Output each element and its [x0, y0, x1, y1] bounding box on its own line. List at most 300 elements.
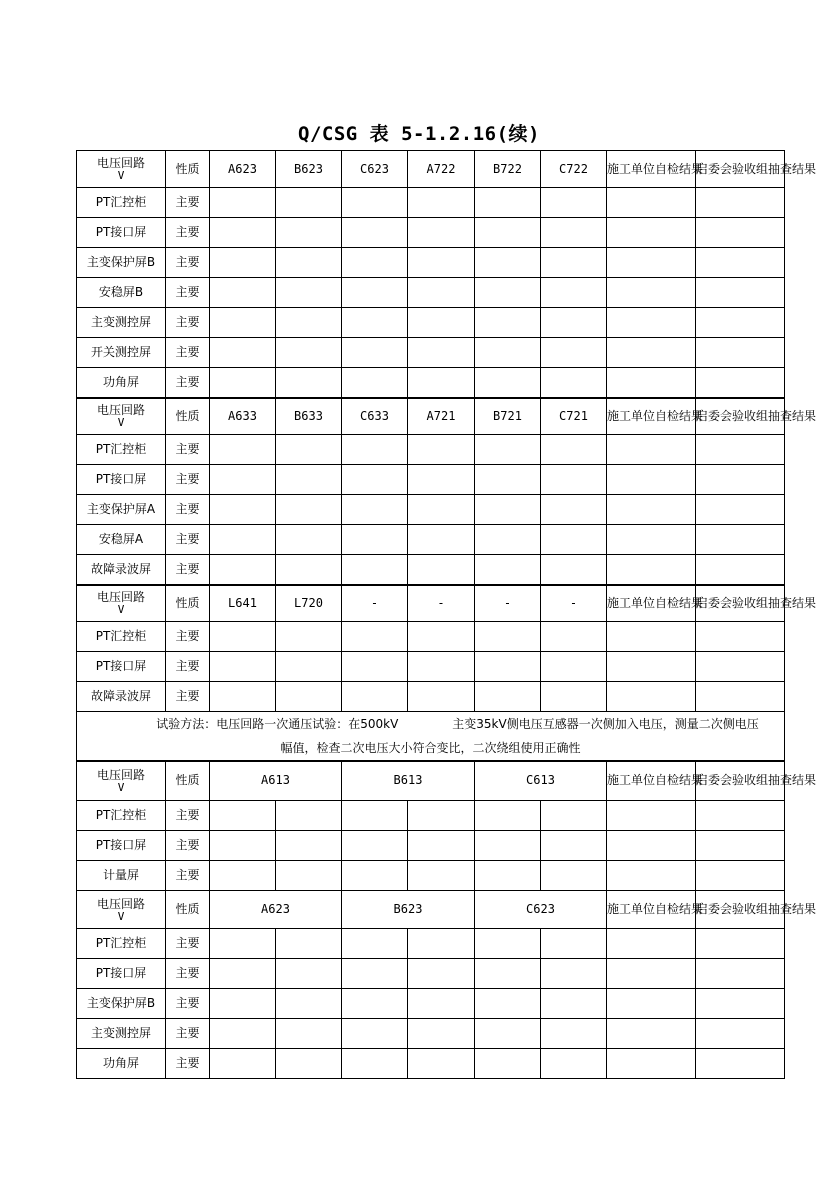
- row-name: 主变保护屏B: [77, 989, 166, 1019]
- table-body: [77, 151, 817, 1079]
- row-name: PT汇控柜: [77, 929, 166, 959]
- result-cell[interactable]: [607, 652, 696, 682]
- committee-check-header: 启委会验收组抽查结果: [696, 761, 785, 801]
- row-name: 故障录波屏: [77, 682, 166, 712]
- row-name: 功角屏: [77, 1049, 166, 1079]
- committee-check-header: 启委会验收组抽查结果: [696, 398, 785, 435]
- self-check-header: 施工单位自检结果: [607, 398, 696, 435]
- result-cell[interactable]: [342, 308, 408, 338]
- result-cell[interactable]: [696, 188, 785, 218]
- result-cell[interactable]: [408, 308, 475, 338]
- result-cell[interactable]: [210, 1049, 276, 1079]
- result-cell[interactable]: [607, 1019, 696, 1049]
- table-row: [77, 368, 785, 398]
- result-cell[interactable]: [696, 622, 785, 652]
- row-nature: 主要: [166, 652, 210, 682]
- circuit-label: 电压回路: [96, 896, 145, 911]
- test-method-note-continued: 幅值，检查二次电压大小符合变比，二次绕组使用正确性: [77, 738, 785, 761]
- result-cell[interactable]: [541, 989, 607, 1019]
- result-cell[interactable]: [475, 278, 541, 308]
- result-cell[interactable]: [342, 368, 408, 398]
- result-cell[interactable]: [607, 338, 696, 368]
- circuit-unit: V: [117, 909, 125, 923]
- row-nature: 主要: [166, 831, 210, 861]
- result-cell[interactable]: [408, 368, 475, 398]
- result-cell[interactable]: [696, 555, 785, 585]
- circuit-unit: V: [117, 169, 125, 182]
- row-name: PT接口屏: [77, 465, 166, 495]
- row-nature: 主要: [166, 435, 210, 465]
- table-row: [77, 435, 785, 465]
- result-cell[interactable]: [607, 989, 696, 1019]
- code-header: B721: [475, 398, 541, 435]
- result-cell[interactable]: [342, 801, 408, 831]
- result-cell[interactable]: [276, 929, 342, 959]
- result-cell[interactable]: [541, 308, 607, 338]
- row-name: PT汇控柜: [77, 801, 166, 831]
- result-cell[interactable]: [475, 525, 541, 555]
- circuit-unit: V: [117, 780, 125, 794]
- result-cell[interactable]: [276, 368, 342, 398]
- committee-check-header: 启委会验收组抽查结果: [696, 585, 785, 622]
- code-header: B623: [342, 891, 475, 929]
- result-cell[interactable]: [276, 652, 342, 682]
- result-cell[interactable]: [276, 495, 342, 525]
- result-cell[interactable]: [210, 308, 276, 338]
- result-cell[interactable]: [408, 929, 475, 959]
- result-cell[interactable]: [475, 338, 541, 368]
- result-cell[interactable]: [475, 1049, 541, 1079]
- table-row: [77, 1049, 785, 1079]
- table-row: [77, 622, 785, 652]
- self-check-header: 施工单位自检结果: [607, 585, 696, 622]
- circuit-label: 电压回路: [96, 590, 145, 605]
- result-cell[interactable]: [607, 801, 696, 831]
- result-cell[interactable]: [342, 682, 408, 712]
- result-cell[interactable]: [475, 555, 541, 585]
- result-cell[interactable]: [342, 1049, 408, 1079]
- code-header: C623: [342, 151, 408, 188]
- row-nature: 主要: [166, 1049, 210, 1079]
- result-cell[interactable]: [408, 1019, 475, 1049]
- result-cell[interactable]: [210, 188, 276, 218]
- result-cell[interactable]: [607, 368, 696, 398]
- table-row: [77, 218, 785, 248]
- result-cell[interactable]: [276, 831, 342, 861]
- result-cell[interactable]: [541, 1019, 607, 1049]
- row-nature: 主要: [166, 248, 210, 278]
- result-cell[interactable]: [210, 525, 276, 555]
- result-cell[interactable]: [696, 682, 785, 712]
- result-cell[interactable]: [607, 959, 696, 989]
- result-cell[interactable]: [541, 831, 607, 861]
- table-row: [77, 338, 785, 368]
- row-name: 主变保护屏B: [77, 248, 166, 278]
- code-header: A722: [408, 151, 475, 188]
- result-cell[interactable]: [475, 929, 541, 959]
- row-nature: 主要: [166, 525, 210, 555]
- result-cell[interactable]: [541, 338, 607, 368]
- result-cell[interactable]: [342, 435, 408, 465]
- result-cell[interactable]: [210, 338, 276, 368]
- result-cell[interactable]: [541, 1049, 607, 1079]
- result-cell[interactable]: [276, 1019, 342, 1049]
- code-header: A613: [210, 761, 342, 801]
- result-cell[interactable]: [408, 435, 475, 465]
- code-header: A633: [210, 398, 276, 435]
- result-cell[interactable]: [210, 652, 276, 682]
- table-row: [77, 959, 785, 989]
- result-cell[interactable]: [276, 248, 342, 278]
- table-row: [77, 989, 785, 1019]
- result-cell[interactable]: [607, 831, 696, 861]
- result-cell[interactable]: [210, 435, 276, 465]
- row-name: PT汇控柜: [77, 622, 166, 652]
- result-cell[interactable]: [475, 218, 541, 248]
- committee-check-header: 启委会验收组抽查结果: [696, 891, 785, 929]
- code-header: B633: [276, 398, 342, 435]
- row-nature: 主要: [166, 308, 210, 338]
- circuit-header-cell: [77, 151, 166, 188]
- result-cell[interactable]: [408, 465, 475, 495]
- result-cell[interactable]: [408, 682, 475, 712]
- result-cell[interactable]: [276, 525, 342, 555]
- code-header: C633: [342, 398, 408, 435]
- result-cell[interactable]: [408, 338, 475, 368]
- result-cell[interactable]: [342, 525, 408, 555]
- result-cell[interactable]: [696, 368, 785, 398]
- result-cell[interactable]: [475, 248, 541, 278]
- result-cell[interactable]: [342, 278, 408, 308]
- result-cell[interactable]: [541, 188, 607, 218]
- result-cell[interactable]: [475, 465, 541, 495]
- result-cell[interactable]: [607, 218, 696, 248]
- result-cell[interactable]: [607, 525, 696, 555]
- code-header: L720: [276, 585, 342, 622]
- result-cell[interactable]: [408, 495, 475, 525]
- result-cell[interactable]: [276, 861, 342, 891]
- result-cell[interactable]: [607, 248, 696, 278]
- result-cell[interactable]: [342, 555, 408, 585]
- result-cell[interactable]: [696, 1049, 785, 1079]
- result-cell[interactable]: [342, 929, 408, 959]
- result-cell[interactable]: [541, 801, 607, 831]
- result-cell[interactable]: [342, 218, 408, 248]
- result-cell[interactable]: [607, 622, 696, 652]
- result-cell[interactable]: [541, 861, 607, 891]
- result-cell[interactable]: [276, 682, 342, 712]
- result-cell[interactable]: [276, 435, 342, 465]
- table-row: [77, 188, 785, 218]
- result-cell[interactable]: [607, 465, 696, 495]
- result-cell[interactable]: [541, 368, 607, 398]
- note-line1-left: 试验方法：电压回路一次通压试验：在500kV: [156, 717, 399, 732]
- table-row: [77, 929, 785, 959]
- header-row: [77, 585, 785, 622]
- result-cell[interactable]: [475, 622, 541, 652]
- row-nature: 主要: [166, 278, 210, 308]
- result-cell[interactable]: [475, 801, 541, 831]
- result-cell[interactable]: [541, 682, 607, 712]
- result-cell[interactable]: [276, 218, 342, 248]
- row-nature: 主要: [166, 861, 210, 891]
- result-cell[interactable]: [276, 555, 342, 585]
- result-cell[interactable]: [276, 989, 342, 1019]
- result-cell[interactable]: [276, 278, 342, 308]
- result-cell[interactable]: [696, 338, 785, 368]
- result-cell[interactable]: [408, 959, 475, 989]
- table-row: [77, 278, 785, 308]
- row-nature: 主要: [166, 989, 210, 1019]
- nature-header: 性质: [166, 761, 210, 801]
- code-header: B623: [276, 151, 342, 188]
- result-cell[interactable]: [408, 188, 475, 218]
- result-cell[interactable]: [541, 465, 607, 495]
- result-cell[interactable]: [541, 435, 607, 465]
- circuit-header-cell: [77, 761, 166, 801]
- result-cell[interactable]: [475, 959, 541, 989]
- result-cell[interactable]: [408, 1049, 475, 1079]
- result-cell[interactable]: [696, 278, 785, 308]
- result-cell[interactable]: [408, 218, 475, 248]
- result-cell[interactable]: [408, 652, 475, 682]
- result-cell[interactable]: [541, 959, 607, 989]
- circuit-header-cell: [77, 585, 166, 622]
- row-nature: 主要: [166, 495, 210, 525]
- row-nature: 主要: [166, 622, 210, 652]
- table-row: [77, 861, 785, 891]
- result-cell[interactable]: [276, 338, 342, 368]
- result-cell[interactable]: [607, 435, 696, 465]
- result-cell[interactable]: [210, 801, 276, 831]
- result-cell[interactable]: [408, 248, 475, 278]
- result-cell[interactable]: [696, 248, 785, 278]
- result-cell[interactable]: [276, 188, 342, 218]
- row-nature: 主要: [166, 368, 210, 398]
- committee-check-header: 启委会验收组抽查结果: [696, 151, 785, 188]
- note-line1-right: 主变35kV侧电压互感器一次侧加入电压，测量二次侧电压: [452, 717, 759, 732]
- result-cell[interactable]: [541, 495, 607, 525]
- result-cell[interactable]: [276, 622, 342, 652]
- result-cell[interactable]: [408, 831, 475, 861]
- result-cell[interactable]: [210, 465, 276, 495]
- result-cell[interactable]: [696, 989, 785, 1019]
- row-name: PT汇控柜: [77, 188, 166, 218]
- header-row: [77, 398, 785, 435]
- result-cell[interactable]: [210, 368, 276, 398]
- result-cell[interactable]: [607, 188, 696, 218]
- result-cell[interactable]: [475, 368, 541, 398]
- result-cell[interactable]: [342, 861, 408, 891]
- code-header: A721: [408, 398, 475, 435]
- result-cell[interactable]: [541, 929, 607, 959]
- table-row: [77, 495, 785, 525]
- result-cell[interactable]: [276, 465, 342, 495]
- row-nature: 主要: [166, 555, 210, 585]
- result-cell[interactable]: [210, 248, 276, 278]
- row-name: PT接口屏: [77, 959, 166, 989]
- note-row: [77, 738, 785, 761]
- result-cell[interactable]: [475, 435, 541, 465]
- result-cell[interactable]: [342, 188, 408, 218]
- result-cell[interactable]: [210, 278, 276, 308]
- result-cell[interactable]: [342, 338, 408, 368]
- result-cell[interactable]: [210, 831, 276, 861]
- result-cell[interactable]: [276, 959, 342, 989]
- row-name: PT汇控柜: [77, 435, 166, 465]
- nature-header: 性质: [166, 585, 210, 622]
- row-name: 开关测控屏: [77, 338, 166, 368]
- circuit-label: 电压回路: [96, 156, 145, 170]
- result-cell[interactable]: [475, 188, 541, 218]
- row-nature: 主要: [166, 801, 210, 831]
- result-cell[interactable]: [408, 622, 475, 652]
- result-cell[interactable]: [408, 801, 475, 831]
- nature-header: 性质: [166, 398, 210, 435]
- result-cell[interactable]: [607, 278, 696, 308]
- result-cell[interactable]: [475, 1019, 541, 1049]
- result-cell[interactable]: [696, 929, 785, 959]
- result-cell[interactable]: [607, 929, 696, 959]
- circuit-unit: V: [117, 416, 125, 430]
- result-cell[interactable]: [696, 959, 785, 989]
- result-cell[interactable]: [342, 465, 408, 495]
- result-cell[interactable]: [408, 555, 475, 585]
- table-row: [77, 682, 785, 712]
- result-cell[interactable]: [342, 495, 408, 525]
- row-name: 主变测控屏: [77, 308, 166, 338]
- code-header: C613: [475, 761, 607, 801]
- table-row: [77, 248, 785, 278]
- table-row: [77, 555, 785, 585]
- result-cell[interactable]: [210, 1019, 276, 1049]
- result-cell[interactable]: [696, 861, 785, 891]
- result-cell[interactable]: [541, 278, 607, 308]
- code-header: B613: [342, 761, 475, 801]
- row-nature: 主要: [166, 682, 210, 712]
- row-nature: 主要: [166, 218, 210, 248]
- result-cell[interactable]: [607, 1049, 696, 1079]
- result-cell[interactable]: [475, 308, 541, 338]
- result-cell[interactable]: [475, 652, 541, 682]
- result-cell[interactable]: [342, 622, 408, 652]
- nature-header: 性质: [166, 891, 210, 929]
- result-cell[interactable]: [276, 1049, 342, 1079]
- result-cell[interactable]: [696, 831, 785, 861]
- result-cell[interactable]: [342, 831, 408, 861]
- result-cell[interactable]: [607, 495, 696, 525]
- result-cell[interactable]: [475, 861, 541, 891]
- result-cell[interactable]: [541, 248, 607, 278]
- result-cell[interactable]: [342, 959, 408, 989]
- code-header: L641: [210, 585, 276, 622]
- circuit-header-cell: [77, 398, 166, 435]
- code-header: -: [475, 585, 541, 622]
- result-cell[interactable]: [696, 801, 785, 831]
- result-cell[interactable]: [696, 218, 785, 248]
- row-name: PT接口屏: [77, 218, 166, 248]
- result-cell[interactable]: [696, 465, 785, 495]
- self-check-header: 施工单位自检结果: [607, 761, 696, 801]
- result-cell[interactable]: [541, 622, 607, 652]
- code-header: -: [541, 585, 607, 622]
- result-cell[interactable]: [210, 622, 276, 652]
- result-cell[interactable]: [607, 861, 696, 891]
- result-cell[interactable]: [342, 652, 408, 682]
- code-header: B722: [475, 151, 541, 188]
- note-row: [77, 712, 785, 738]
- result-cell[interactable]: [342, 989, 408, 1019]
- result-cell[interactable]: [210, 929, 276, 959]
- header-row: [77, 891, 785, 929]
- result-cell[interactable]: [541, 218, 607, 248]
- result-cell[interactable]: [475, 682, 541, 712]
- row-nature: 主要: [166, 1019, 210, 1049]
- self-check-header: 施工单位自检结果: [607, 891, 696, 929]
- table-row: [77, 465, 785, 495]
- circuit-unit: V: [117, 603, 125, 617]
- result-cell[interactable]: [541, 555, 607, 585]
- result-cell[interactable]: [210, 682, 276, 712]
- result-cell[interactable]: [276, 801, 342, 831]
- voltage-circuit-table: [76, 150, 817, 1079]
- result-cell[interactable]: [607, 682, 696, 712]
- page-title: Q/CSG 表 5-1.2.16(续): [298, 123, 540, 145]
- result-cell[interactable]: [210, 218, 276, 248]
- result-cell[interactable]: [607, 555, 696, 585]
- result-cell[interactable]: [408, 861, 475, 891]
- result-cell[interactable]: [696, 1019, 785, 1049]
- circuit-header-cell: [77, 891, 166, 929]
- table-row: [77, 308, 785, 338]
- self-check-header: 施工单位自检结果: [607, 151, 696, 188]
- result-cell[interactable]: [342, 1019, 408, 1049]
- table-row: [77, 831, 785, 861]
- result-cell[interactable]: [210, 555, 276, 585]
- result-cell[interactable]: [210, 861, 276, 891]
- result-cell[interactable]: [607, 308, 696, 338]
- result-cell[interactable]: [696, 435, 785, 465]
- code-header: -: [408, 585, 475, 622]
- result-cell[interactable]: [342, 248, 408, 278]
- row-name: 故障录波屏: [77, 555, 166, 585]
- circuit-label: 电压回路: [96, 767, 145, 782]
- result-cell[interactable]: [696, 652, 785, 682]
- header-row: [77, 151, 785, 188]
- row-nature: 主要: [166, 929, 210, 959]
- result-cell[interactable]: [276, 308, 342, 338]
- result-cell[interactable]: [696, 495, 785, 525]
- code-header: C722: [541, 151, 607, 188]
- result-cell[interactable]: [210, 495, 276, 525]
- row-name: 功角屏: [77, 368, 166, 398]
- code-header: A623: [210, 891, 342, 929]
- result-cell[interactable]: [696, 308, 785, 338]
- header-row: [77, 761, 785, 801]
- result-cell[interactable]: [210, 959, 276, 989]
- result-cell[interactable]: [696, 525, 785, 555]
- result-cell[interactable]: [475, 989, 541, 1019]
- result-cell[interactable]: [475, 495, 541, 525]
- result-cell[interactable]: [541, 652, 607, 682]
- result-cell[interactable]: [408, 278, 475, 308]
- result-cell[interactable]: [210, 989, 276, 1019]
- code-header: A623: [210, 151, 276, 188]
- result-cell[interactable]: [408, 989, 475, 1019]
- result-cell[interactable]: [475, 831, 541, 861]
- result-cell[interactable]: [408, 525, 475, 555]
- result-cell[interactable]: [541, 525, 607, 555]
